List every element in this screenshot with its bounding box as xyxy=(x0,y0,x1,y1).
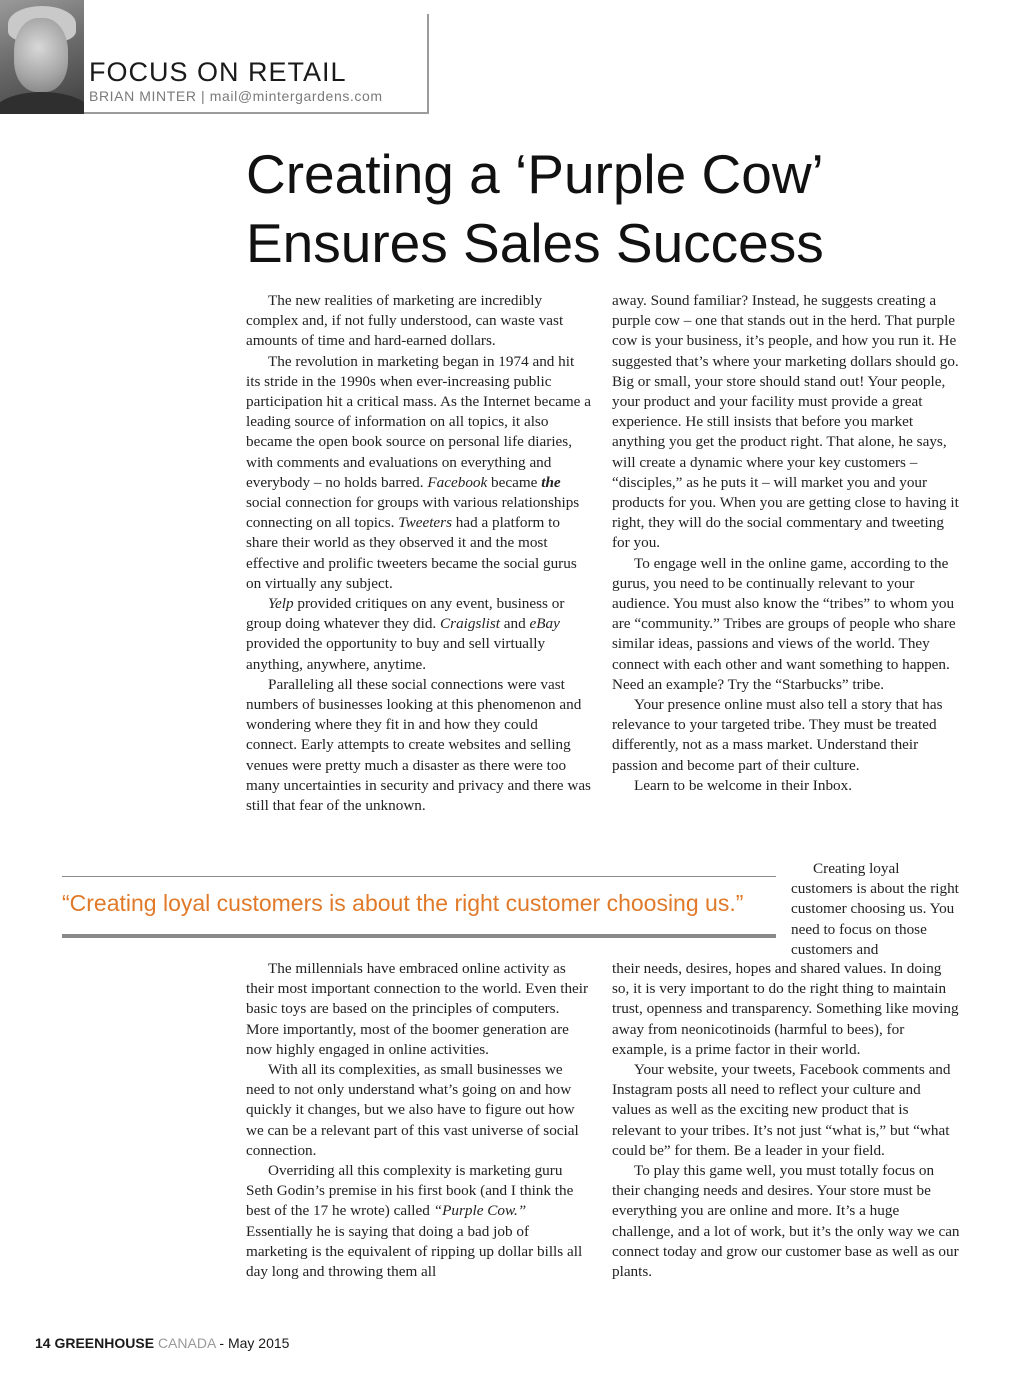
paragraph: away. Sound familiar? Instead, he suggests creating a purple cow – one that stands out in the herd. That purple cow is your business, it’s people, and how you run it. He suggested that’s where your marketing dollars should go. Big or small, your store should stand out! Your people, your product and your facility must provide a great experience. He still insists that before you market anything you get the product right. That alone, he says, will create a dynamic where your key customers – “disciples,” as he puts it – will market you and your products for you. When you are getting close to having it right, they will do the social commentary and tweeting for you. xyxy=(612,292,959,552)
paragraph: To engage well in the online game, according to the gurus, you need to be continually relevant to your audience. You must also know the “tribes” to whom you are “community.” Tribes are groups of people who share similar ideas, passions and views of the world. They connect with each other and want something to happen. Need an example? Try the “Starbucks” tribe. xyxy=(612,554,956,693)
pull-quote-rule-top xyxy=(62,876,776,877)
column-1-bottom xyxy=(246,959,591,1282)
publication-name: GREENHOUSE xyxy=(54,1335,155,1351)
paragraph: Your website, your tweets, Facebook comments and Instagram posts all need to reflect your culture and values as well as the exciting new product that is relevant to your tribes. It’s not just “what is,” but “what could be” for them. Be a leader in your field. xyxy=(612,1061,951,1159)
paragraph: Learn to be welcome in their Inbox. xyxy=(634,776,853,794)
paragraph: To play this game well, you must totally focus on their changing needs and desires. Your store must be everything you are online and more. It’s a huge challenge, and a lot of work, but it’s the only way we can connect today and grow our customer base as well as our plants. xyxy=(612,1162,960,1281)
author-photo xyxy=(0,0,84,114)
pull-quote: “Creating loyal customers is about the right customer choosing us.” xyxy=(62,890,744,916)
pull-quote-rule-bottom xyxy=(62,934,776,938)
paragraph: their needs, desires, hopes and shared values. In doing so, it is very important to do the right thing to maintain trust, openness and transparency. Something like moving away from neonicotinoids (harmful to bees), for example, is a prime factor in their world. xyxy=(612,960,959,1058)
paragraph: Creating loyal customers is about the right customer choosing us. You need to focus on those customers and xyxy=(791,860,959,958)
section-title: FOCUS ON RETAIL xyxy=(89,57,347,87)
author-byline: BRIAN MINTER | mail@mintergardens.com xyxy=(89,88,383,104)
header-divider-horizontal xyxy=(84,112,429,114)
page-footer xyxy=(35,1333,289,1353)
author-photo-face xyxy=(14,18,68,92)
column-2-wrap-text xyxy=(791,859,961,960)
paragraph: With all its complexities, as small businesses we need to not only understand what’s going on and how quickly it changes, but we also have to figure out how we can be a relevant part of this vast universe of social connection. xyxy=(246,1061,579,1159)
issue-date: - May 2015 xyxy=(219,1335,290,1351)
paragraph: The new realities of marketing are incredibly complex and, if not fully understood, can waste vast amounts of time and hard-earned dollars. xyxy=(246,292,564,350)
paragraph: Your presence online must also tell a story that has relevance to your targeted tribe. They must be treated differently, not as a mass market. Understand their passion and become part of their culture. xyxy=(612,696,943,774)
paragraph: The millennials have embraced online activity as their most important connection to the world. Even their basic toys are based on the principles of computers. More importantly, most of the boomer generation are now highly engaged in online activities. xyxy=(246,960,589,1058)
article-headline xyxy=(246,140,966,278)
column-2-top xyxy=(612,291,960,796)
paragraph: Paralleling all these social connections were vast numbers of businesses looking at this phenomenon and wondering where they fit in and how they could connect. Early attempts to create websites and selling venues were pretty much a disaster as there were too many uncertainties in security and privacy and there was still that fear of the unknown. xyxy=(246,675,591,815)
paragraph: Yelp provided critiques on any event, business or group doing whatever they did. Craigslist and eBay provided the opportunity to buy and sell virtually anything, anywhere, anytime. xyxy=(246,595,565,673)
page-number: 14 xyxy=(35,1335,51,1351)
paragraph: Overriding all this complexity is marketing guru Seth Godin’s premise in his first book (and I think the best of the 17 he wrote) called “Purple Cow.” Essentially he is saying that doing a bad job of marketing is the equivalent of ripping up dollar bills all day long and throwing them all xyxy=(246,1162,583,1281)
paragraph: The revolution in marketing began in 1974 and hit its stride in the 1990s when ever-increasing public participation hit a critical mass. As the Internet became a leading source of information on all topics, it also became the open book source on personal life diaries, with comments and evaluations on everything and everybody – no holds barred. Facebook became the social connection for groups with various relationships connecting on all topics. Tweeters had a platform to share their world as they observed it and the most effective and prolific tweeters became the social gurus on virtually any subject. xyxy=(246,352,591,592)
header-divider-vertical xyxy=(427,14,429,114)
author-photo-shoulders xyxy=(0,92,84,114)
column-2-bottom xyxy=(612,959,960,1282)
headline-line-1: Creating a ‘Purple Cow’ xyxy=(246,143,824,205)
headline-line-2: Ensures Sales Success xyxy=(246,212,824,274)
column-1-top xyxy=(246,291,591,816)
publication-country: CANADA xyxy=(157,1335,216,1351)
